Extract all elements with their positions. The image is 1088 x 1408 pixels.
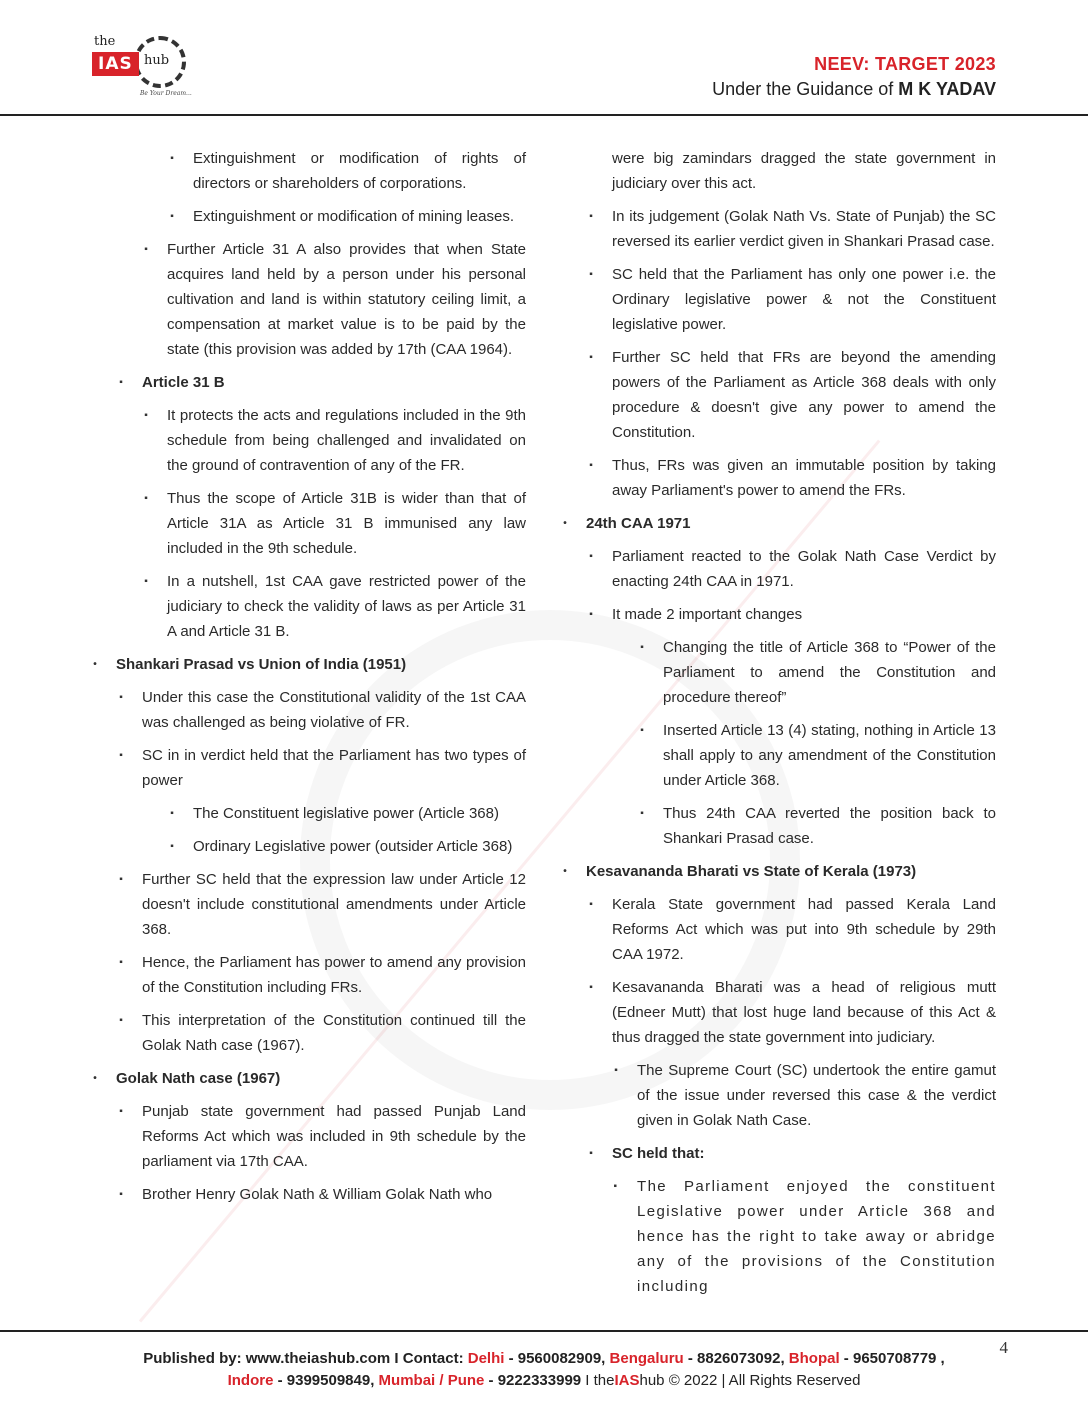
bullet-icon: ▪ [640,808,644,819]
bullet-item [560,262,996,337]
bullet-text: SC in in verdict held that the Parliament has two types of power [142,747,526,789]
bullet-item [560,635,996,710]
bullet-text: Kerala State government had passed Kerala Land Reforms Act which was put into 9th schedule by 29th CAA 1972. [612,896,996,963]
bullet-text: Kesavananda Bharati vs State of Kerala (1973) [586,863,917,880]
bullet-icon: ▪ [119,692,123,703]
bullet-item [90,801,526,826]
bullet-icon: ▪ [119,377,123,388]
bullet-text: Further SC held that the expression law under Article 12 doesn't include constitutional amendments under Article 368. [142,871,526,938]
bullet-item [90,146,526,196]
bullet-icon: ▪ [589,269,593,280]
footer-brand-the: I the [585,1372,615,1389]
left-column [90,146,526,1215]
bullet-icon: • [93,659,97,670]
bullet-text: Article 31 B [142,374,225,391]
bullet-icon: • [563,866,567,877]
bullet-text: The Supreme Court (SC) undertook the entire gamut of the issue under reversed this case & the verdict given in Golak Nath Case. [637,1062,996,1129]
footer-divider [0,1330,1088,1332]
footer-city-indore: Indore [227,1372,274,1389]
header-guide-name: M K YADAV [898,79,996,99]
bullet-text: Extinguishment or modification of rights of directors or shareholders of corporations. [193,150,526,192]
bullet-item [90,237,526,362]
bullet-icon: ▪ [119,1015,123,1026]
bullet-text: In its judgement (Golak Nath Vs. State of Punjab) the SC reversed its earlier verdict given in Shankari Prasad case. [612,208,996,250]
footer-contact-label: I Contact: [390,1350,468,1367]
bullet-icon: ▪ [119,874,123,885]
bullet-icon: • [563,518,567,529]
bullet-item [90,1099,526,1174]
bullet-text: Parliament reacted to the Golak Nath Case Verdict by enacting 24th CAA in 1971. [612,548,996,590]
bullet-text: SC held that the Parliament has only one power i.e. the Ordinary legislative power & not the Constituent legislative power. [612,266,996,333]
footer-phone-bhopal: - 9650708779 , [839,1350,945,1367]
bullet-text: 24th CAA 1971 [586,515,691,532]
section-heading [90,370,526,395]
bullet-text: Ordinary Legislative power (outsider Article 368) [193,838,513,855]
bullet-item [560,975,996,1050]
footer-city-delhi: Delhi [467,1350,505,1367]
bullet-item [560,801,996,851]
header-divider [0,114,1088,116]
bullet-item [90,569,526,644]
bullet-item [90,834,526,859]
bullet-text: Thus the scope of Article 31B is wider than that of Article 31A as Article 31 B immunised any law included in the 9th schedule. [167,490,526,557]
bullet-icon: ▪ [589,211,593,222]
bullet-text: Inserted Article 13 (4) stating, nothing in Article 13 shall apply to any amendment of the Constitution under Article 368. [663,722,996,789]
footer-brand-rest: hub © 2022 | All Rights Reserved [639,1372,861,1389]
bullet-text: Further SC held that FRs are beyond the amending powers of the Parliament as Article 368 deals with only procedure & doesn't give any power to amend the Constitution. [612,349,996,441]
bullet-item [560,1174,996,1299]
bullet-text: The Constituent legislative power (Article 368) [193,805,499,822]
footer-city-mumbai-pune: Mumbai / Pune [378,1372,485,1389]
bullet-icon: ▪ [119,1106,123,1117]
bullet-item [560,544,996,594]
bullet-text: Thus 24th CAA reverted the position back to Shankari Prasad case. [663,805,996,847]
header-title: NEEV: TARGET 2023 [814,54,996,74]
bullet-icon: ▪ [170,153,174,164]
section-heading [90,1066,526,1091]
bullet-text: It made 2 important changes [612,606,803,623]
bullet-text: Golak Nath case (1967) [116,1070,281,1087]
footer-phone-mumbai-pune: - 9222333999 [484,1372,586,1389]
bullet-item [90,950,526,1000]
logo-hub: hub [144,53,170,68]
bullet-icon: • [93,1073,97,1084]
bullet-icon: ▪ [119,957,123,968]
bullet-text: Punjab state government had passed Punjab Land Reforms Act which was included in 9th schedule by the parliament via 17th CAA. [142,1103,526,1170]
bullet-item [560,718,996,793]
footer-phone-indore: - 9399509849, [273,1372,379,1389]
bullet-item [90,204,526,229]
bullet-item [90,403,526,478]
bullet-item [560,453,996,503]
bullet-icon: ▪ [589,982,593,993]
section-heading [560,859,996,884]
bullet-item [90,743,526,793]
bullet-text: In a nutshell, 1st CAA gave restricted power of the judiciary to check the validity of laws as per Article 31 A and Article 31 B. [167,573,526,640]
logo [90,30,202,102]
section-heading [560,511,996,536]
footer-city-bengaluru: Bengaluru [609,1350,684,1367]
bullet-text: were big zamindars dragged the state government in judiciary over this act. [612,150,996,192]
footer-phone-delhi: - 9560082909, [504,1350,610,1367]
bullet-item [90,1182,526,1207]
header-subtitle-prefix: Under the Guidance of [712,79,899,99]
bullet-icon: ▪ [589,460,593,471]
page-number: 4 [999,1338,1008,1357]
bullet-item [560,892,996,967]
bullet-icon: ▪ [589,551,593,562]
bullet-item [90,685,526,735]
bullet-text: The Parliament enjoyed the constituent Legislative power under Article 368 and hence has the right to take away or abridge any of the provisions of the Constitution including [637,1178,996,1295]
bullet-icon: ▪ [640,642,644,653]
bullet-text: It protects the acts and regulations included in the 9th schedule from being challenged and invalidated on the ground of contravention of any of the FR. [167,407,526,474]
footer-line-1 [0,1350,1088,1367]
section-heading [90,652,526,677]
bullet-icon: ▪ [589,352,593,363]
bullet-item [560,146,996,196]
bullet-icon: ▪ [170,808,174,819]
bullet-text: Changing the title of Article 368 to “Power of the Parliament to amend the Constitution and procedure thereof” [663,639,996,706]
bullet-icon: ▪ [119,1189,123,1200]
bullet-text: This interpretation of the Constitution continued till the Golak Nath case (1967). [142,1012,526,1054]
logo-the: the [94,34,116,49]
bullet-text: Shankari Prasad vs Union of India (1951) [116,656,407,673]
bullet-icon: ▪ [589,609,593,620]
bullet-icon: ▪ [614,1065,618,1076]
footer-line-2 [0,1372,1088,1389]
bullet-text: Under this case the Constitutional validity of the 1st CAA was challenged as being violative of FR. [142,689,526,731]
bullet-text: Thus, FRs was given an immutable position by taking away Parliament's power to amend the FRs. [612,457,996,499]
footer-published-label: Published by: [143,1350,246,1367]
bullet-item [90,486,526,561]
bullet-icon: ▪ [170,211,174,222]
footer-website-link[interactable]: www.theiashub.com [245,1350,391,1367]
bullet-icon: ▪ [144,244,148,255]
bullet-item [560,204,996,254]
logo-ias: IAS [92,52,139,76]
bullet-item [560,602,996,627]
bullet-icon: ▪ [589,1148,593,1159]
section-heading [560,1141,996,1166]
bullet-icon: ▪ [144,576,148,587]
right-column [560,146,996,1307]
header-subtitle [712,79,996,100]
bullet-icon: ▪ [613,1181,619,1192]
bullet-icon: ▪ [144,410,148,421]
bullet-text: Hence, the Parliament has power to amend any provision of the Constitution including FRs. [142,954,526,996]
bullet-item [90,867,526,942]
footer-city-bhopal: Bhopal [788,1350,840,1367]
bullet-icon: ▪ [170,841,174,852]
bullet-icon: ▪ [119,750,123,761]
bullet-text: Further Article 31 A also provides that when State acquires land held by a person under his personal cultivation and land is within statutory ceiling limit, a compensation at market value is to be paid by the state (this provision was added by 17th (CAA 1964). [167,241,526,358]
bullet-icon: ▪ [144,493,148,504]
bullet-icon: ▪ [589,899,593,910]
bullet-item [560,1058,996,1133]
footer-phone-bengaluru: - 8826073092, [683,1350,789,1367]
footer-brand-ias: IAS [614,1372,640,1389]
logo-tagline: Be Your Dream... [140,90,192,97]
bullet-icon: ▪ [640,725,644,736]
bullet-item [90,1008,526,1058]
bullet-item [560,345,996,445]
bullet-text: Extinguishment or modification of mining leases. [193,208,514,225]
bullet-text: Kesavananda Bharati was a head of religious mutt (Edneer Mutt) that lost huge land because of this Act & thus dragged the state government into judiciary. [612,979,996,1046]
bullet-text: Brother Henry Golak Nath & William Golak Nath who [142,1186,493,1203]
bullet-text: SC held that: [612,1145,705,1162]
